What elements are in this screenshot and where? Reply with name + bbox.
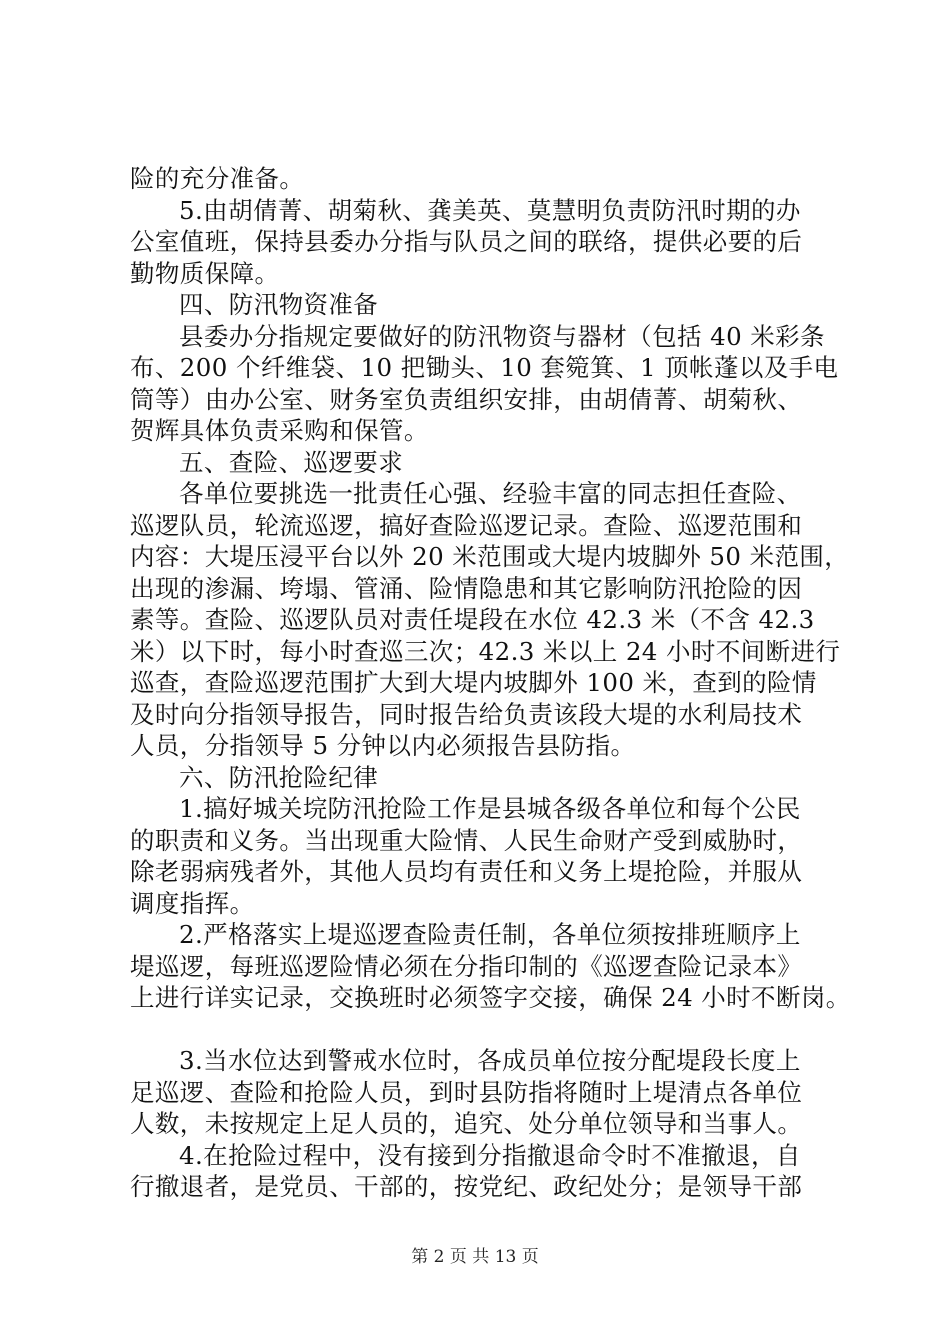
paragraph-line: 5.由胡倩菁、胡菊秋、龚美英、莫慧明负责防汛时期的办	[179, 195, 801, 225]
paragraph-line: 及时向分指领导报告，同时报告给负责该段大堤的水利局技术	[130, 699, 803, 729]
paragraph-line: 4.在抢险过程中，没有接到分指撤退命令时不准撤退，自	[179, 1140, 801, 1170]
paragraph-line: 公室值班，保持县委办分指与队员之间的联络，提供必要的后	[130, 227, 803, 256]
paragraph-line: 人数，未按规定上足人员的，追究、处分单位领导和当事人。	[130, 1109, 803, 1138]
paragraph-line: 足巡逻、查险和抢险人员，到时县防指将随时上堤清点各单位	[130, 1077, 803, 1107]
paragraph-line: 勤物质保障。	[130, 258, 280, 288]
page-number-footer: 第 2 页 共 13 页	[411, 1247, 539, 1267]
document-body	[130, 163, 851, 1203]
paragraph-line: 的职责和义务。当出现重大险情、人民生命财产受到威胁时，	[130, 825, 803, 855]
section-heading: 六、防汛抢险纪律	[179, 762, 379, 792]
paragraph-line: 人员，分指领导 5 分钟以内必须报告县防指。	[130, 731, 636, 760]
paragraph-line: 行撤退者，是党员、干部的，按党纪、政纪处分；是领导干部	[130, 1172, 803, 1201]
paragraph-line: 内容：大堤压浸平台以外 20 米范围或大堤内坡脚外 50 米范围，	[130, 542, 850, 571]
paragraph-line: 巡逻队员，轮流巡逻，搞好查险巡逻记录。查险、巡逻范围和	[130, 510, 803, 540]
paragraph-line: 出现的渗漏、垮塌、管涌、险情隐患和其它影响防汛抢险的因	[130, 573, 803, 603]
paragraph-line: 2.严格落实上堤巡逻查险责任制，各单位须按排班顺序上	[179, 920, 801, 949]
paragraph-line: 调度指挥。	[130, 888, 255, 918]
paragraph-line: 县委办分指规定要做好的防汛物资与器材（包括 40 米彩条	[179, 321, 825, 351]
paragraph-line: 各单位要挑选一批责任心强、经验丰富的同志担任查险、	[179, 479, 802, 508]
paragraph-line: 布、200 个纤维袋、10 把锄头、10 套箢箕、1 顶帐蓬以及手电	[130, 353, 839, 382]
section-heading: 五、查险、巡逻要求	[179, 447, 404, 477]
paragraph-line: 上进行详实记录，交换班时必须签字交接，确保 24 小时不断岗。	[130, 983, 851, 1012]
paragraph-line: 除老弱病残者外，其他人员均有责任和义务上堤抢险，并服从	[130, 857, 803, 886]
paragraph-line: 险的充分准备。	[130, 164, 305, 193]
section-heading: 四、防汛物资准备	[179, 290, 379, 319]
paragraph-line: 1.搞好城关垸防汛抢险工作是县城各级各单位和每个公民	[179, 794, 801, 823]
paragraph-line: 巡查，查险巡逻范围扩大到大堤内坡脚外 100 米，查到的险情	[130, 668, 817, 697]
paragraph-line: 素等。查险、巡逻队员对责任堤段在水位 42.3 米（不含 42.3	[130, 605, 815, 634]
paragraph-line: 筒等）由办公室、财务室负责组织安排，由胡倩菁、胡菊秋、	[130, 384, 803, 414]
paragraph-line: 堤巡逻，每班巡逻险情必须在分指印制的《巡逻查险记录本》	[130, 951, 803, 981]
paragraph-line: 3.当水位达到警戒水位时，各成员单位按分配堤段长度上	[179, 1046, 801, 1075]
blank-line	[130, 1014, 835, 1046]
paragraph-line: 贺辉具体负责采购和保管。	[130, 416, 429, 445]
paragraph-line: 米）以下时，每小时查巡三次；42.3 米以上 24 小时不间断进行	[130, 636, 841, 666]
